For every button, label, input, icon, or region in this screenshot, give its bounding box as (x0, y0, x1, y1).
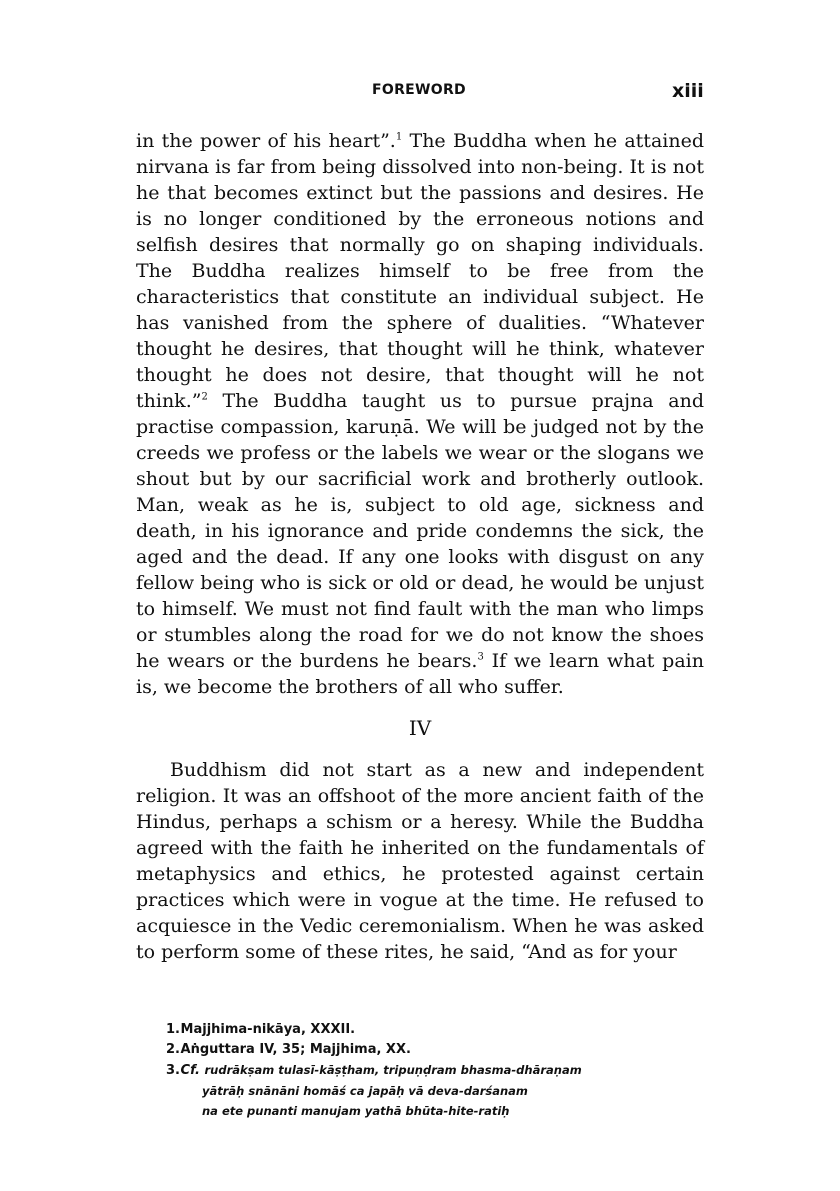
footnote-number: 3. (166, 1063, 180, 1078)
para1-text-b: The Buddha when he attained nirvana is far from being dissolved into non-being. It is not he that becomes extinct but the passions and desires. He is no longer conditioned by the erroneous notions and selfish desires that normally go on shaping individuals. The Buddha realizes himself to be free from the characteristics that constitute an individual subject. He has vanished from the sphere of dualities. “Whatever thought he desires, that thought will he think, whatever thought he does not desire, that thought will he not think.” (136, 130, 704, 412)
page-number: xiii (672, 80, 704, 102)
footnote-ref-3: 3 (477, 651, 484, 663)
footnote-text: Majjhima-nikāya, XXXII. (180, 1022, 356, 1037)
footnote-ref-2: 2 (201, 391, 208, 403)
footnote-text: Aṅguttara IV, 35; Majjhima, XX. (180, 1042, 411, 1057)
para1-text-a: in the power of his heart”. (136, 130, 396, 152)
para1-text-d: If we learn what pain is, we become the brothers of all who suffer. (136, 650, 704, 698)
footnote-verse-line-2: yātrāḥ snānāni homāś ca japāḥ vā deva-darśanam (202, 1084, 528, 1098)
footnotes (166, 1020, 726, 1121)
section-heading: IV (408, 716, 432, 740)
footnote-number: 1. (166, 1022, 180, 1037)
para1-text-c: The Buddha taught us to pursue prajna and practise compassion, karuṇā. We will be judged not by the creeds we profess or the labels we wear or the slogans we shout but by our sacrificial work and brotherly outlook. Man, weak as he is, subject to old age, sickness and death, in his ignorance and pride condemns the sick, the aged and the dead. If any one looks with disgust on any fellow being who is sick or old or dead, he would be unjust to himself. We must not find fault with the man who limps or stumbles along the road for we do not know the shoes he wears or the burdens he bears. (136, 390, 704, 672)
footnote-verse-line-1: rudrākṣam tulasī-kāṣṭham, tripuṇḍram bhasma-dhāraṇam (204, 1063, 582, 1077)
footnote-1 (166, 1020, 726, 1040)
footnote-2 (166, 1040, 726, 1060)
footnote-cf: Cf. (180, 1063, 200, 1078)
running-head: FOREWORD (372, 82, 466, 98)
footnote-verse-line-3: na ete punanti manujam yathā bhūta-hite-ratiḥ (202, 1104, 510, 1118)
footnote-number: 2. (166, 1042, 180, 1057)
paragraph-2: Buddhism did not start as a new and independent religion. It was an offshoot of the more ancient faith of the Hindus, perhaps a schism or a heresy. While the Buddha agreed with the faith he inherited on the fundamentals of metaphysics and ethics, he protested against certain practices which were in vogue at the time. He refused to acquiesce in the Vedic ceremonialism. When he was asked to perform some of these rites, he said, “And as for your (136, 759, 704, 963)
paragraph-1 (136, 128, 704, 700)
footnote-ref-1: 1 (395, 131, 403, 143)
footnote-3 (166, 1060, 726, 1081)
